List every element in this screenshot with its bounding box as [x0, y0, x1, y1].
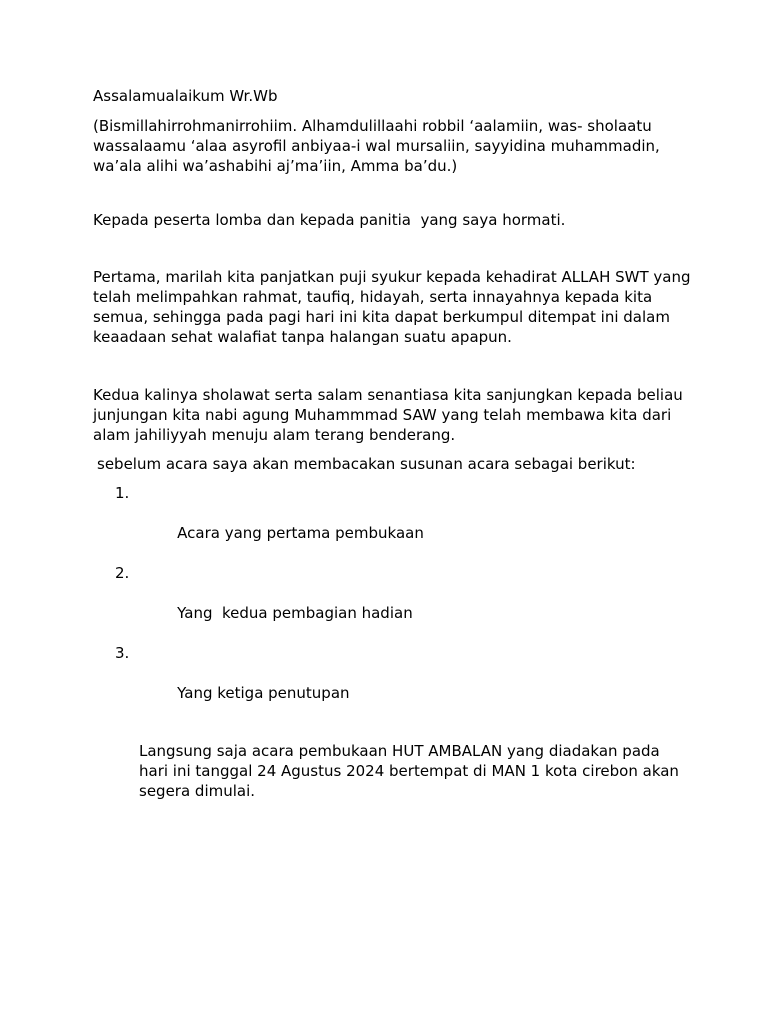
agenda-item [93, 643, 693, 723]
document-body [93, 86, 696, 801]
agenda-item-text: Acara yang pertama pembukaan [177, 524, 424, 542]
opening-prayer: (Bismillahirrohmanirrohiim. Alhamdulillaahi robbil ‘aalamiin, was- sholaatu wassalaamu ‘alaa asyrofil anbiyaa-i wal mursaliin, sayyidina muhammadin, wa’ala alihi wa’ashabihi aj’ma’iin, Amma ba’du.) [93, 117, 665, 175]
agenda-item-number: 3. [115, 644, 130, 662]
agenda-list [93, 483, 693, 723]
greeting: Assalamualaikum Wr.Wb [93, 87, 278, 105]
agenda-item-number: 1. [115, 484, 130, 502]
agenda-item [93, 483, 693, 563]
closing-paragraph: Langsung saja acara pembukaan HUT AMBALAN yang diadakan pada hari ini tanggal 24 Agustus 2024 bertempat di MAN 1 kota cirebon akan segera dimulai. [139, 742, 684, 800]
paragraph-second: Kedua kalinya sholawat serta salam senantiasa kita sanjungkan kepada beliau junjungan kita nabi agung Muhammmad SAW yang telah membawa kita dari alam jahiliyyah menuju alam terang benderang. [93, 386, 688, 444]
agenda-item [93, 563, 693, 643]
agenda-item-text: Yang ketiga penutupan [177, 684, 350, 702]
audience-address: Kepada peserta lomba dan kepada panitia yang saya hormati. [93, 211, 566, 229]
paragraph-first: Pertama, marilah kita panjatkan puji syukur kepada kehadirat ALLAH SWT yang telah melimpahkan rahmat, taufiq, hidayah, serta innayahnya kepada kita semua, sehingga pada pagi hari ini kita dapat berkumpul ditempat ini dalam keaadaan sehat walafiat tanpa halangan suatu apapun. [93, 268, 696, 346]
agenda-item-text: Yang kedua pembagian hadian [177, 604, 413, 622]
agenda-item-number: 2. [115, 564, 130, 582]
agenda-intro: sebelum acara saya akan membacakan susunan acara sebagai berikut: [97, 455, 636, 473]
